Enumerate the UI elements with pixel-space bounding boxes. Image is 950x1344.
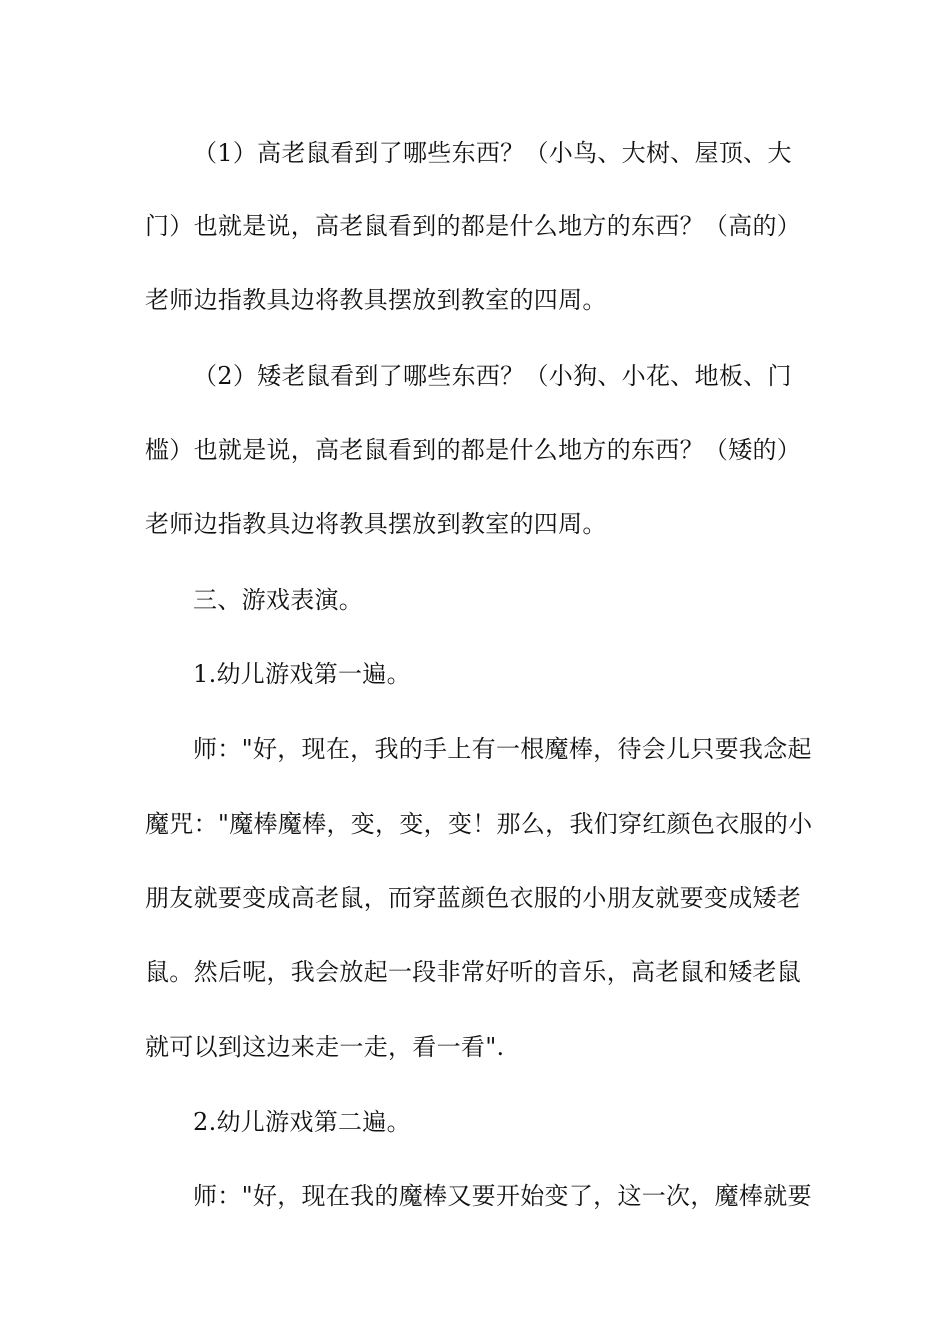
paragraph-line: 师："好，现在我的魔棒又要开始变了，这一次，魔棒就要 <box>193 1182 812 1210</box>
paragraph-line: （2）矮老鼠看到了哪些东西？（小狗、小花、地板、门 <box>193 362 792 390</box>
subsection-heading: 1.幼儿游戏第一遍。 <box>193 660 411 688</box>
paragraph-line: 师："好，现在，我的手上有一根魔棒，待会儿只要我念起 <box>193 735 812 763</box>
paragraph-line: 槛）也就是说，高老鼠看到的都是什么地方的东西？（矮的） <box>145 436 802 464</box>
paragraph-line: 门）也就是说，高老鼠看到的都是什么地方的东西？（高的） <box>145 212 802 240</box>
paragraph-line: 老师边指教具边将教具摆放到教室的四周。 <box>145 286 607 314</box>
subsection-heading: 2.幼儿游戏第二遍。 <box>193 1108 411 1136</box>
paragraph-line: 老师边指教具边将教具摆放到教室的四周。 <box>145 510 607 538</box>
paragraph-line: 就可以到这边来走一走，看一看". <box>145 1033 505 1061</box>
paragraph-line: 魔咒："魔棒魔棒，变，变，变！那么，我们穿红颜色衣服的小 <box>145 810 813 838</box>
paragraph-line: （1）高老鼠看到了哪些东西？（小鸟、大树、屋顶、大 <box>193 139 792 167</box>
paragraph-line: 朋友就要变成高老鼠，而穿蓝颜色衣服的小朋友就要变成矮老 <box>145 884 802 912</box>
paragraph-line: 鼠。然后呢，我会放起一段非常好听的音乐，高老鼠和矮老鼠 <box>145 958 802 986</box>
section-heading: 三、游戏表演。 <box>193 586 364 614</box>
